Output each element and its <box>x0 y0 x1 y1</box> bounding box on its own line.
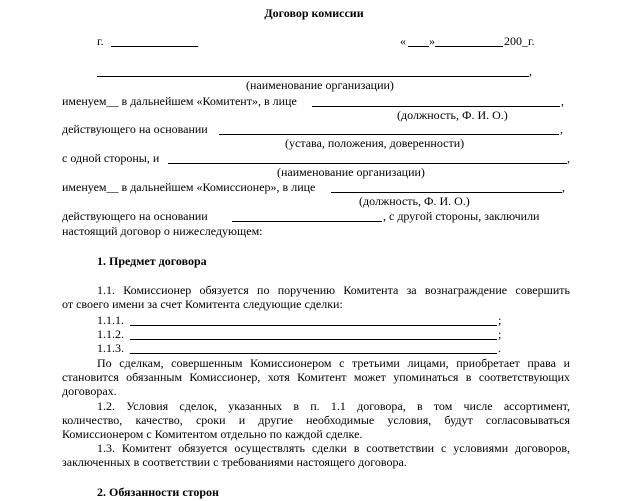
acting-basis-line: действующего на основании <box>62 122 208 136</box>
clause-1-3-line-2: заключенных в соответствии с требованиями настоящего договора. <box>62 455 407 469</box>
section-heading-obligations: 2. Обязанности сторон <box>97 485 219 499</box>
item-number: 1.1.1. <box>97 313 124 327</box>
hint-basis: (устава, положения, доверенности) <box>285 136 465 150</box>
year-suffix: _г. <box>522 34 535 48</box>
comma: , <box>562 180 565 194</box>
date-open-quote: « <box>400 34 406 48</box>
day-blank <box>408 46 429 47</box>
item-number: 1.1.3. <box>97 341 124 355</box>
hint-organization: (наименование организации) <box>246 78 394 92</box>
deal-blank <box>130 339 497 340</box>
agreement-line: настоящий договор о нижеследующем: <box>62 224 263 238</box>
acting-basis-line: действующего на основании <box>62 209 208 223</box>
rights-line-3: договорах. <box>62 384 117 398</box>
year-label: 200 <box>504 34 522 48</box>
komissioner-basis-blank <box>232 221 382 222</box>
one-side-line: с одной стороны, и <box>62 151 160 165</box>
semicolon: ; <box>498 313 502 327</box>
month-blank <box>435 46 503 47</box>
hint-organization: (наименование организации) <box>277 165 425 179</box>
hint-position: (должность, Ф. И. О.) <box>359 194 470 208</box>
hint-position: (должность, Ф. И. О.) <box>397 108 508 122</box>
rights-line-2: становится обязанным Комиссионер, хотя Комитент может упоминаться в соответствующих <box>62 370 570 384</box>
semicolon: ; <box>498 327 502 341</box>
city-label: г. <box>97 34 104 48</box>
komitent-line: именуем__ в дальнейшем «Комитент», в лице <box>62 94 297 108</box>
komissioner-line: именуем__ в дальнейшем «Комиссионер», в лице <box>62 180 316 194</box>
comma: , <box>529 64 532 78</box>
clause-1-2-line-1: 1.2. Условия сделок, указанных в п. 1.1 договора, в том числе ассортимент, <box>97 399 570 413</box>
rights-line-1: По сделкам, совершенным Комиссионером с третьими лицами, приобретает права и <box>97 356 570 370</box>
section-heading-subject: 1. Предмет договора <box>97 254 207 268</box>
city-blank <box>111 46 198 47</box>
komitent-basis-blank <box>219 134 559 135</box>
deal-blank <box>130 353 497 354</box>
komitent-org-blank <box>97 76 529 77</box>
other-side-text: , с другой стороны, заключили <box>383 209 540 223</box>
clause-1-3-line-1: 1.3. Комитент обязуется осуществлять сделки в соответствии с условиями договоров, <box>97 441 570 455</box>
clause-1-2-line-2: количество, качество, сроки и другие необходимые условия, будут согласовываться <box>62 413 570 427</box>
item-number: 1.1.2. <box>97 327 124 341</box>
komissioner-position-blank <box>331 192 562 193</box>
document-title: Договор комиссии <box>264 6 364 20</box>
clause-1-1-line-2: от своего имени за счет Комитента следующие сделки: <box>62 297 343 311</box>
deal-blank <box>130 325 497 326</box>
date-close-quote: » <box>429 34 435 48</box>
period: . <box>498 341 501 355</box>
clause-1-2-line-3: Комиссионером с Комитентом отдельно по каждой сделке. <box>62 427 363 441</box>
komitent-position-blank <box>312 106 560 107</box>
comma: , <box>560 122 563 136</box>
clause-1-1-line-1: 1.1. Комиссионер обязуется по поручению Комитента за вознаграждение совершить <box>97 283 570 297</box>
comma: , <box>561 94 564 108</box>
komissioner-org-blank <box>168 163 567 164</box>
comma: , <box>567 151 570 165</box>
